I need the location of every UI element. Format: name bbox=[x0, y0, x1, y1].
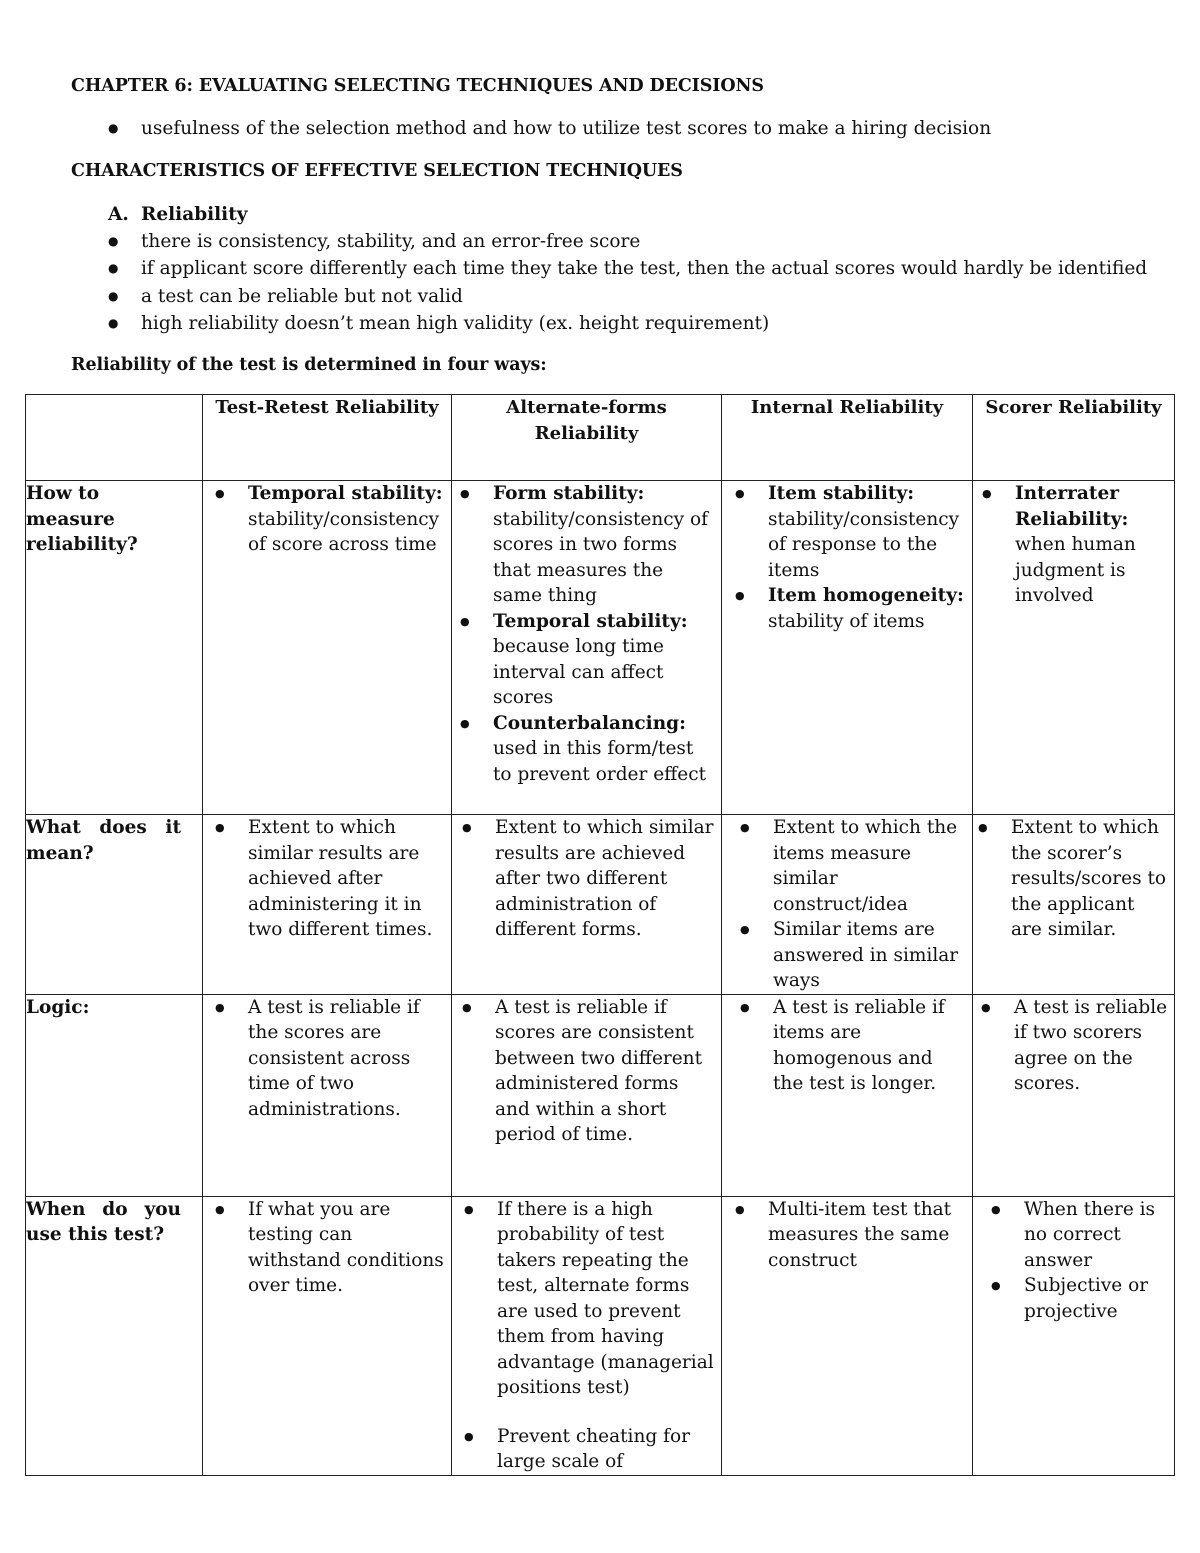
cell-bullet bbox=[1014, 995, 1170, 1097]
cell-text: stability/consistency of score across time bbox=[248, 508, 440, 555]
table-header-row bbox=[26, 395, 1175, 481]
column-header bbox=[452, 395, 722, 481]
cell-bullet bbox=[768, 481, 968, 583]
column-header: Scorer Reliability bbox=[973, 395, 1175, 481]
cell-text: used in this form/test to prevent order effect bbox=[493, 738, 707, 785]
cell-bullet-list bbox=[973, 995, 1174, 1097]
cell-bullet bbox=[497, 1424, 717, 1475]
cell-bullet bbox=[1024, 1197, 1170, 1274]
intro-bullet-list bbox=[108, 116, 991, 143]
table-row bbox=[26, 815, 1175, 995]
cell-bullet-list bbox=[973, 1197, 1174, 1325]
table-cell bbox=[203, 815, 452, 995]
cell-term: Counterbalancing: bbox=[493, 712, 686, 734]
cell-bullet bbox=[495, 815, 717, 943]
subsection-heading bbox=[108, 202, 248, 228]
cell-text: If there is a high probability of test takers repeating the test, alternate forms are used to prevent them from having advantage (managerial positions test) bbox=[497, 1198, 714, 1398]
cell-bullet-list bbox=[452, 481, 721, 787]
row-header bbox=[26, 481, 203, 815]
cell-text: A test is reliable if two scorers agree on the scores. bbox=[1014, 996, 1168, 1094]
cell-text: when human judgment is involved bbox=[1015, 534, 1136, 606]
cell-bullet bbox=[1015, 481, 1170, 609]
table-cell bbox=[452, 994, 722, 1196]
cell-bullet bbox=[773, 917, 968, 994]
table-cell bbox=[973, 994, 1175, 1196]
cell-bullet bbox=[773, 995, 968, 1097]
cell-bullet-list bbox=[722, 995, 972, 1097]
cell-text: stability/consistency of response to the items bbox=[768, 508, 960, 581]
row-header-text: Logic: bbox=[26, 996, 90, 1018]
table-cell bbox=[203, 1196, 452, 1475]
table-cell bbox=[973, 481, 1175, 815]
reliability-bullet: ● if applicant score differently each time they take the test, then the actual scores would hardly be identified bbox=[108, 256, 1147, 283]
table-cell bbox=[452, 1196, 722, 1475]
cell-text: Extent to which the items measure similar construct/idea bbox=[773, 817, 958, 915]
section-title: CHARACTERISTICS OF EFFECTIVE SELECTION TECHNIQUES bbox=[71, 161, 683, 181]
cell-bullet bbox=[248, 1197, 447, 1299]
cell-bullet-list bbox=[452, 815, 721, 943]
reliability-bullet-list bbox=[108, 229, 1147, 338]
cell-bullet bbox=[768, 1197, 968, 1274]
cell-bullet-list bbox=[722, 815, 972, 994]
cell-text: Subjective or projective bbox=[1024, 1275, 1149, 1322]
subsection-letter: A. bbox=[108, 204, 129, 225]
cell-bullet bbox=[493, 609, 717, 711]
cell-bullet-list bbox=[203, 481, 451, 558]
table-intro: Reliability of the test is determined in four ways: bbox=[71, 355, 547, 375]
cell-bullet-list bbox=[203, 1197, 451, 1299]
cell-bullet-list bbox=[203, 815, 451, 943]
table-cell bbox=[722, 481, 973, 815]
subsection-title: Reliability bbox=[141, 204, 248, 225]
table-cell bbox=[203, 481, 452, 815]
cell-term: Interrater Reliability: bbox=[1015, 483, 1129, 530]
cell-bullet bbox=[495, 995, 717, 1148]
reliability-table bbox=[25, 394, 1175, 1476]
row-header-text: How to measure reliability? bbox=[26, 483, 138, 555]
cell-text: because long time interval can affect scores bbox=[493, 636, 664, 708]
cell-bullet bbox=[1011, 815, 1170, 943]
table-cell bbox=[973, 815, 1175, 995]
chapter-title: CHAPTER 6: EVALUATING SELECTING TECHNIQUES AND DECISIONS bbox=[71, 76, 764, 96]
table-row bbox=[26, 481, 1175, 815]
table-cell bbox=[722, 815, 973, 995]
cell-bullet bbox=[248, 481, 447, 558]
table-cell bbox=[973, 1196, 1175, 1475]
table-cell bbox=[452, 481, 722, 815]
reliability-bullet: ● a test can be reliable but not valid bbox=[108, 284, 1147, 311]
cell-bullet-list bbox=[973, 481, 1174, 609]
cell-term: Temporal stability: bbox=[493, 610, 688, 632]
row-header bbox=[26, 994, 203, 1196]
row-header bbox=[26, 1196, 203, 1475]
cell-term: Form stability: bbox=[493, 483, 645, 504]
cell-bullet-list bbox=[973, 815, 1174, 943]
row-header-text: When do you use this test? bbox=[26, 1198, 181, 1245]
cell-term: Item homogeneity: bbox=[768, 585, 964, 606]
cell-text: Extent to which similar results are achieved after two different administration of different forms. bbox=[495, 817, 714, 940]
cell-bullet bbox=[1024, 1273, 1170, 1324]
cell-bullet bbox=[768, 583, 968, 634]
table-corner-cell bbox=[26, 395, 203, 481]
cell-bullet bbox=[248, 995, 447, 1123]
cell-text: A test is reliable if items are homogenous and the test is longer. bbox=[773, 996, 945, 1094]
cell-text: Extent to which the scorer’s results/scores to the applicant are similar. bbox=[1011, 817, 1167, 940]
cell-text: Similar items are answered in similar ways bbox=[773, 919, 959, 991]
cell-bullet-list bbox=[722, 481, 972, 634]
row-header-text: What does it mean? bbox=[26, 817, 181, 864]
reliability-bullet: ● high reliability doesn’t mean high validity (ex. height requirement) bbox=[108, 311, 1147, 338]
cell-text: A test is reliable if scores are consistent between two different administered forms and within a short period of time. bbox=[495, 996, 703, 1145]
table-cell bbox=[203, 994, 452, 1196]
table-cell bbox=[722, 1196, 973, 1475]
cell-bullet-list bbox=[722, 1197, 972, 1274]
cell-text: Prevent cheating for large scale of bbox=[497, 1425, 690, 1472]
cell-bullet bbox=[493, 711, 717, 788]
cell-bullet bbox=[773, 815, 968, 917]
column-header: Test-Retest Reliability bbox=[203, 395, 452, 481]
cell-bullet-list bbox=[203, 995, 451, 1123]
column-header-text: Alternate-forms Reliability bbox=[506, 397, 667, 444]
cell-text: stability/consistency of scores in two forms that measures the same thing bbox=[493, 508, 708, 606]
cell-bullet bbox=[497, 1197, 717, 1401]
cell-bullet bbox=[493, 481, 717, 609]
row-header bbox=[26, 815, 203, 995]
column-header: Internal Reliability bbox=[722, 395, 973, 481]
cell-bullet-list bbox=[452, 995, 721, 1148]
table-cell bbox=[722, 994, 973, 1196]
cell-text: When there is no correct answer bbox=[1024, 1198, 1156, 1271]
intro-bullet: ● usefulness of the selection method and how to utilize test scores to make a hiring decision bbox=[108, 116, 991, 143]
cell-term: Item stability: bbox=[768, 483, 915, 504]
cell-text: If what you are testing can withstand conditions over time. bbox=[248, 1198, 444, 1296]
table-row bbox=[26, 1196, 1175, 1475]
cell-bullet bbox=[248, 815, 447, 943]
cell-text: Extent to which similar results are achieved after administering it in two different times. bbox=[248, 817, 433, 940]
table-cell bbox=[452, 815, 722, 995]
reliability-bullet: ● there is consistency, stability, and an error-free score bbox=[108, 229, 1147, 256]
cell-text: A test is reliable if the scores are consistent across time of two administrations. bbox=[248, 996, 420, 1120]
table-row bbox=[26, 994, 1175, 1196]
cell-text: stability of items bbox=[768, 610, 925, 632]
cell-bullet-list bbox=[452, 1197, 721, 1475]
cell-text: Multi-item test that measures the same construct bbox=[768, 1198, 952, 1271]
cell-term: Temporal stability: bbox=[248, 483, 443, 504]
